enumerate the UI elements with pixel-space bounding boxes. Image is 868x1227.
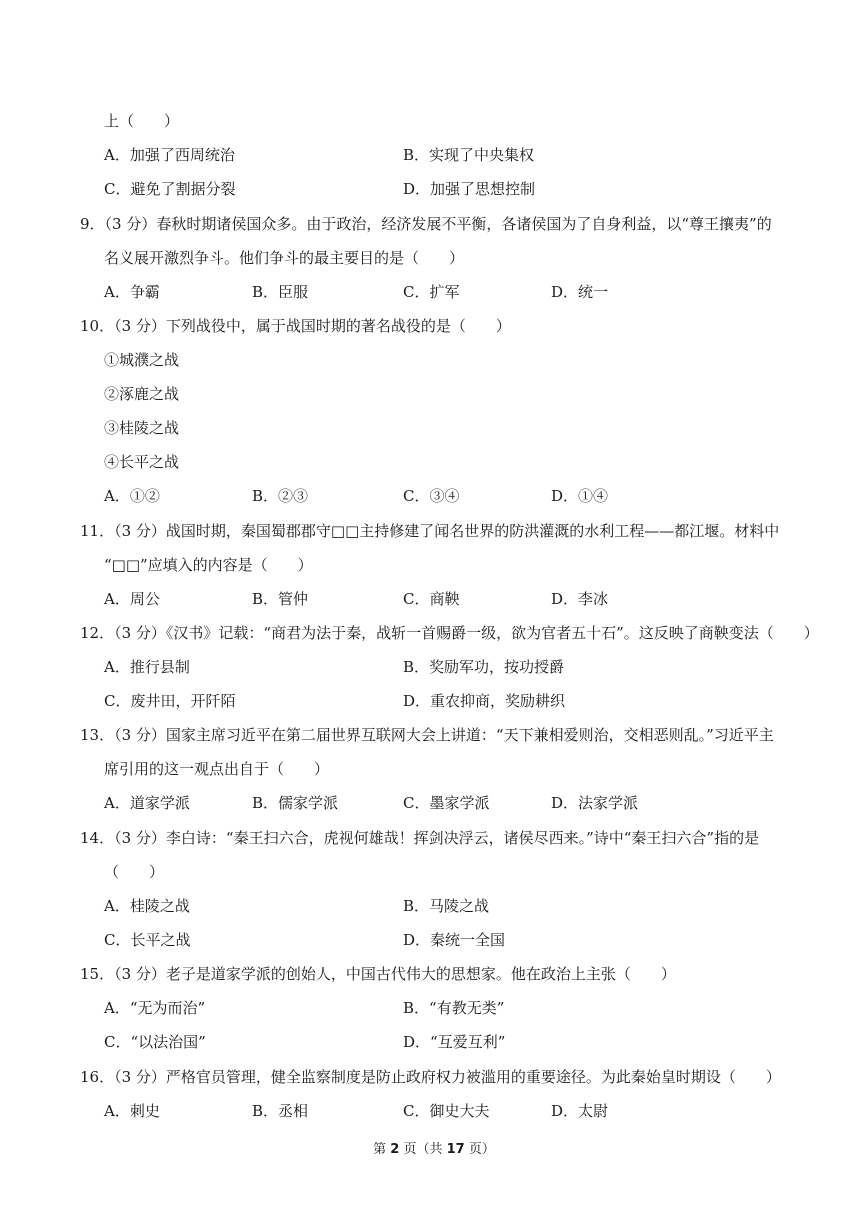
q8-option-b: B．实现了中央集权	[403, 146, 535, 164]
q16-option-d: D．太尉	[551, 1102, 609, 1120]
q16-option-b: B．丞相	[252, 1102, 309, 1120]
q10-item-3: ③桂陵之战	[104, 419, 180, 437]
q11-option-a: A．周公	[104, 590, 160, 608]
q13-stem-line2: 席引用的这一观点出自于（ ）	[104, 760, 330, 778]
q16-option-c: C．御史大夫	[403, 1102, 490, 1120]
q15-option-c: C．“以法治国”	[104, 1033, 206, 1051]
q11-option-c: C．商鞅	[403, 590, 460, 608]
q13-option-a: A．道家学派	[104, 794, 190, 812]
q13-option-c: C．墨家学派	[403, 794, 490, 812]
q14-option-c: C．长平之战	[104, 931, 191, 949]
q10-option-d: D．①④	[551, 487, 609, 505]
footer-prefix: 第	[373, 1142, 387, 1157]
q13-option-d: D．法家学派	[551, 794, 639, 812]
q10-option-b: B．②③	[252, 487, 309, 505]
q9-option-d: D．统一	[551, 283, 609, 301]
q14-stem-line2: （ ）	[104, 863, 165, 881]
q12-stem-line1: 12．（3 分）《汉书》记载：“商君为法于秦，战斩一首赐爵一级，欲为官者五十石”。这反映了商鞅变法（ ）	[80, 624, 819, 642]
q14-option-b: B．马陵之战	[403, 897, 490, 915]
q11-option-b: B．管仲	[252, 590, 309, 608]
q9-option-c: C．扩军	[403, 283, 460, 301]
q15-stem-line1: 15．（3 分）老子是道家学派的创始人，中国古代伟大的思想家。他在政治上主张（ ）	[80, 965, 676, 983]
q9-option-a: A．争霸	[104, 283, 160, 301]
q8-option-a: A．加强了西周统治	[104, 146, 235, 164]
q11-stem-line1: 11．（3 分）战国时期，秦国蜀郡郡守□□主持修建了闻名世界的防洪灌溉的水利工程——都江堰。材料中	[80, 522, 780, 540]
q12-option-d: D．重农抑商，奖励耕织	[403, 692, 566, 710]
q9-stem-line1: 9．（3 分）春秋时期诸侯国众多。由于政治，经济发展不平衡，各诸侯国为了自身利益，以“尊王攘夷”的	[80, 215, 772, 233]
q13-stem-line1: 13．（3 分）国家主席习近平在第二届世界互联网大会上讲道：“天下兼相爱则治，交相恶则乱。”习近平主	[80, 726, 774, 744]
q9-option-b: B．臣服	[252, 283, 309, 301]
q12-option-c: C．废井田，开阡陌	[104, 692, 236, 710]
q16-option-a: A．刺史	[104, 1102, 160, 1120]
q14-stem-line1: 14．（3 分）李白诗：“秦王扫六合，虎视何雄哉！挥剑决浮云，诸侯尽西来。”诗中“秦王扫六合”指的是	[80, 829, 760, 847]
q8-continuation: 上（ ）	[104, 112, 180, 130]
q8-option-d: D．加强了思想控制	[403, 180, 536, 198]
q16-stem-line1: 16．（3 分）严格官员管理，健全监察制度是防止政府权力被滥用的重要途径。为此秦始皇时期设（ ）	[80, 1068, 781, 1086]
q14-option-a: A．桂陵之战	[104, 897, 190, 915]
q10-item-4: ④长平之战	[104, 453, 180, 471]
footer-total-pages: 17	[446, 1142, 465, 1157]
q15-option-d: D．“互爱互利”	[403, 1033, 506, 1051]
footer-suffix: 页）	[468, 1142, 495, 1157]
q12-option-a: A．推行县制	[104, 658, 190, 676]
q10-item-1: ①城濮之战	[104, 351, 180, 369]
q12-option-b: B．奖励军功，按功授爵	[403, 658, 565, 676]
q10-option-a: A．①②	[104, 487, 160, 505]
q15-option-b: B．“有教无类”	[403, 999, 505, 1017]
footer-middle: 页（共	[403, 1142, 443, 1157]
q13-option-b: B．儒家学派	[252, 794, 339, 812]
q9-stem-line2: 名义展开激烈争斗。他们争斗的最主要目的是（ ）	[104, 249, 465, 267]
page-footer	[0, 1138, 868, 1157]
q15-option-a: A．“无为而治”	[104, 999, 206, 1017]
q10-stem-line1: 10．（3 分）下列战役中，属于战国时期的著名战役的是（ ）	[80, 317, 511, 335]
footer-page-number: 2	[390, 1142, 400, 1157]
q8-option-c: C．避免了割据分裂	[104, 180, 236, 198]
q10-option-c: C．③④	[403, 487, 460, 505]
q14-option-d: D．秦统一全国	[403, 931, 506, 949]
q11-stem-line2: “□□”应填入的内容是（ ）	[104, 556, 313, 574]
q11-option-d: D．李冰	[551, 590, 609, 608]
q10-item-2: ②涿鹿之战	[104, 385, 180, 403]
